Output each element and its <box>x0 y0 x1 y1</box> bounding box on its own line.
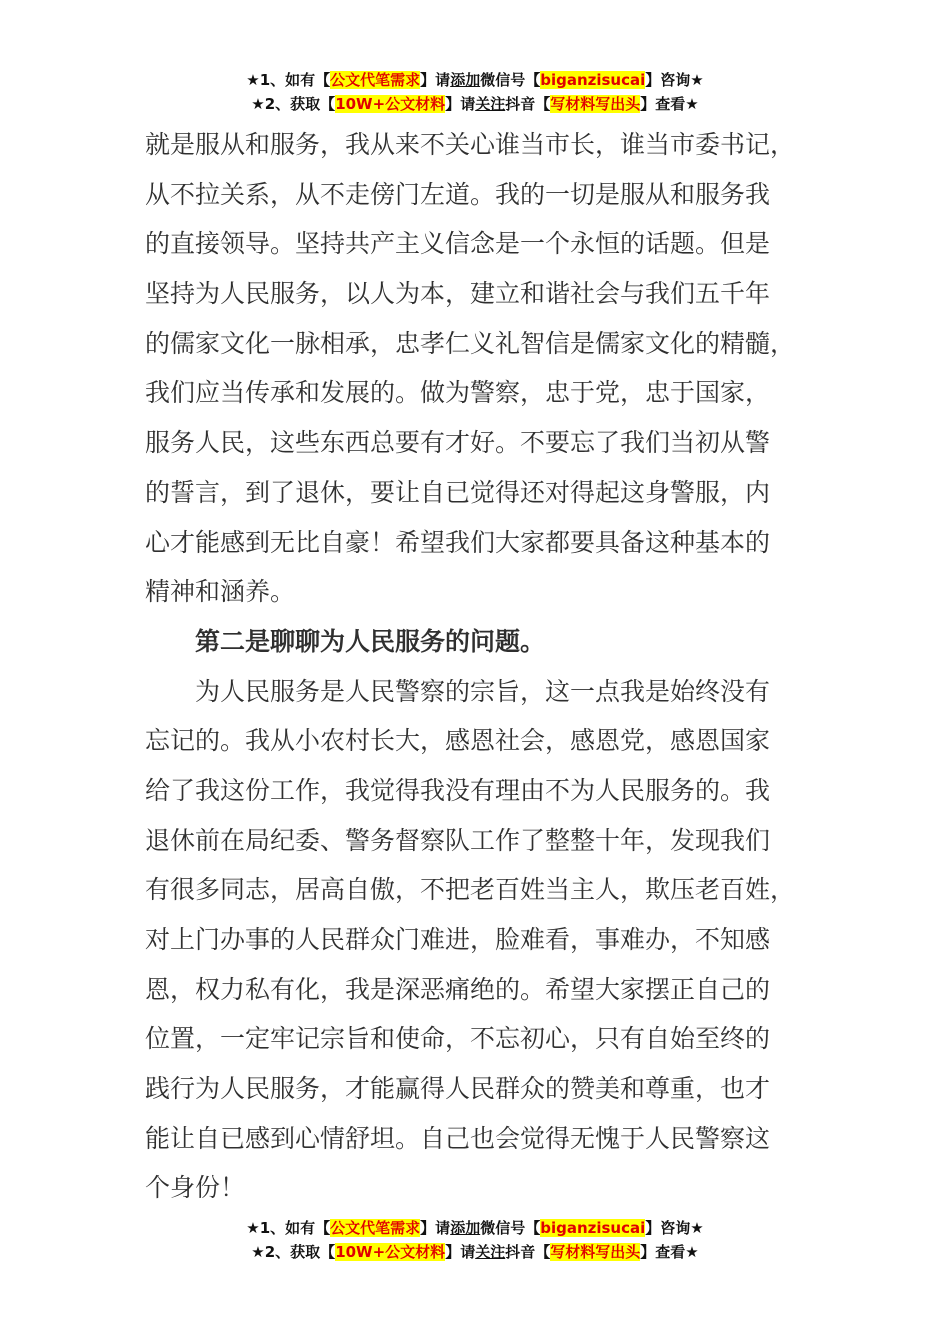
text-line: 的儒家文化一脉相承，忠孝仁义礼智信是儒家文化的精髓， <box>145 328 796 358</box>
banner-underline: 添加 <box>450 1219 481 1237</box>
text-line: 的誓言，到了退休，要让自已觉得还对得起这身警服，内 <box>145 477 771 507</box>
banner-highlight: 公文代笔需求 <box>330 71 421 89</box>
text-line: 坚持为人民服务，以人为本，建立和谐社会与我们五千年 <box>145 279 771 309</box>
banner-line-2 <box>0 1240 950 1264</box>
banner-text: 】查看★ <box>640 1243 699 1261</box>
text-line: 从不拉关系，从不走傍门左道。我的一切是服从和服务我 <box>145 179 771 209</box>
text-line: 精神和涵养。 <box>145 577 296 607</box>
banner-line-2 <box>0 92 950 116</box>
text-line: 心才能感到无比自豪！希望我们大家都要具备这种基本的 <box>145 527 771 557</box>
section-heading: 第二是聊聊为人民服务的问题。 <box>195 626 546 656</box>
banner-text: ★2、获取【 <box>251 95 336 113</box>
banner-text: 】请 <box>420 71 451 89</box>
document-body <box>145 120 810 1213</box>
text-line: 的直接领导。坚持共产主义信念是一个永恒的话题。但是 <box>145 229 771 259</box>
banner-highlight: 10W+公文材料 <box>335 95 446 113</box>
banner-text: ★1、如有【 <box>246 71 331 89</box>
banner-text: 抖音【 <box>505 95 551 113</box>
banner-text: 】咨询★ <box>645 1219 704 1237</box>
banner-text: 】查看★ <box>640 95 699 113</box>
banner-text: 】请 <box>445 95 476 113</box>
text-line: 个身份！ <box>145 1173 246 1203</box>
text-line: 恩，权力私有化，我是深恶痛绝的。希望大家摆正自己的 <box>145 974 771 1004</box>
text-line: 位置，一定牢记宗旨和使命，不忘初心，只有自始至终的 <box>145 1024 771 1054</box>
banner-text: 微信号【 <box>480 1219 541 1237</box>
text-line: 对上门办事的人民群众门难进，脸难看，事难办，不知感 <box>145 925 771 954</box>
banner-highlight: 写材料写出头 <box>550 95 641 113</box>
banner-text: 抖音【 <box>505 1243 551 1261</box>
text-line: 为人民服务是人民警察的宗旨，这一点我是始终没有 <box>195 676 771 706</box>
banner-text: ★1、如有【 <box>246 1219 331 1237</box>
banner-highlight: biganzisucai <box>540 71 646 89</box>
banner-highlight: biganzisucai <box>540 1219 646 1237</box>
banner-line-1 <box>0 68 950 92</box>
text-line: 忘记的。我从小农村长大，感恩社会，感恩党，感恩国家 <box>145 726 771 756</box>
banner-highlight: 写材料写出头 <box>550 1243 641 1261</box>
text-line: 退休前在局纪委、警务督察队工作了整整十年，发现我们 <box>145 825 771 855</box>
banner-underline: 关注 <box>475 1243 506 1261</box>
text-line: 有很多同志，居高自傲，不把老百姓当主人，欺压老百姓， <box>145 875 796 905</box>
header-banner <box>0 68 950 116</box>
banner-text: 】咨询★ <box>645 71 704 89</box>
footer-banner <box>0 1216 950 1264</box>
banner-text: 微信号【 <box>480 71 541 89</box>
text-line: 践行为人民服务，才能赢得人民群众的赞美和尊重，也才 <box>145 1074 771 1104</box>
banner-highlight: 10W+公文材料 <box>335 1243 446 1261</box>
text-line: 服务人民，这些东西总要有才好。不要忘了我们当初从警 <box>145 428 771 458</box>
text-line: 能让自已感到心情舒坦。自己也会觉得无愧于人民警察这 <box>145 1123 771 1153</box>
banner-text: 】请 <box>420 1219 451 1237</box>
text-line: 我们应当传承和发展的。做为警察，忠于党，忠于国家， <box>145 378 771 408</box>
banner-text: 】请 <box>445 1243 476 1261</box>
banner-underline: 关注 <box>475 95 506 113</box>
banner-text: ★2、获取【 <box>251 1243 336 1261</box>
banner-underline: 添加 <box>450 71 481 89</box>
banner-line-1 <box>0 1216 950 1240</box>
text-line: 就是服从和服务，我从来不关心谁当市长，谁当市委书记， <box>145 130 796 159</box>
banner-highlight: 公文代笔需求 <box>330 1219 421 1237</box>
text-line: 给了我这份工作，我觉得我没有理由不为人民服务的。我 <box>145 775 771 805</box>
